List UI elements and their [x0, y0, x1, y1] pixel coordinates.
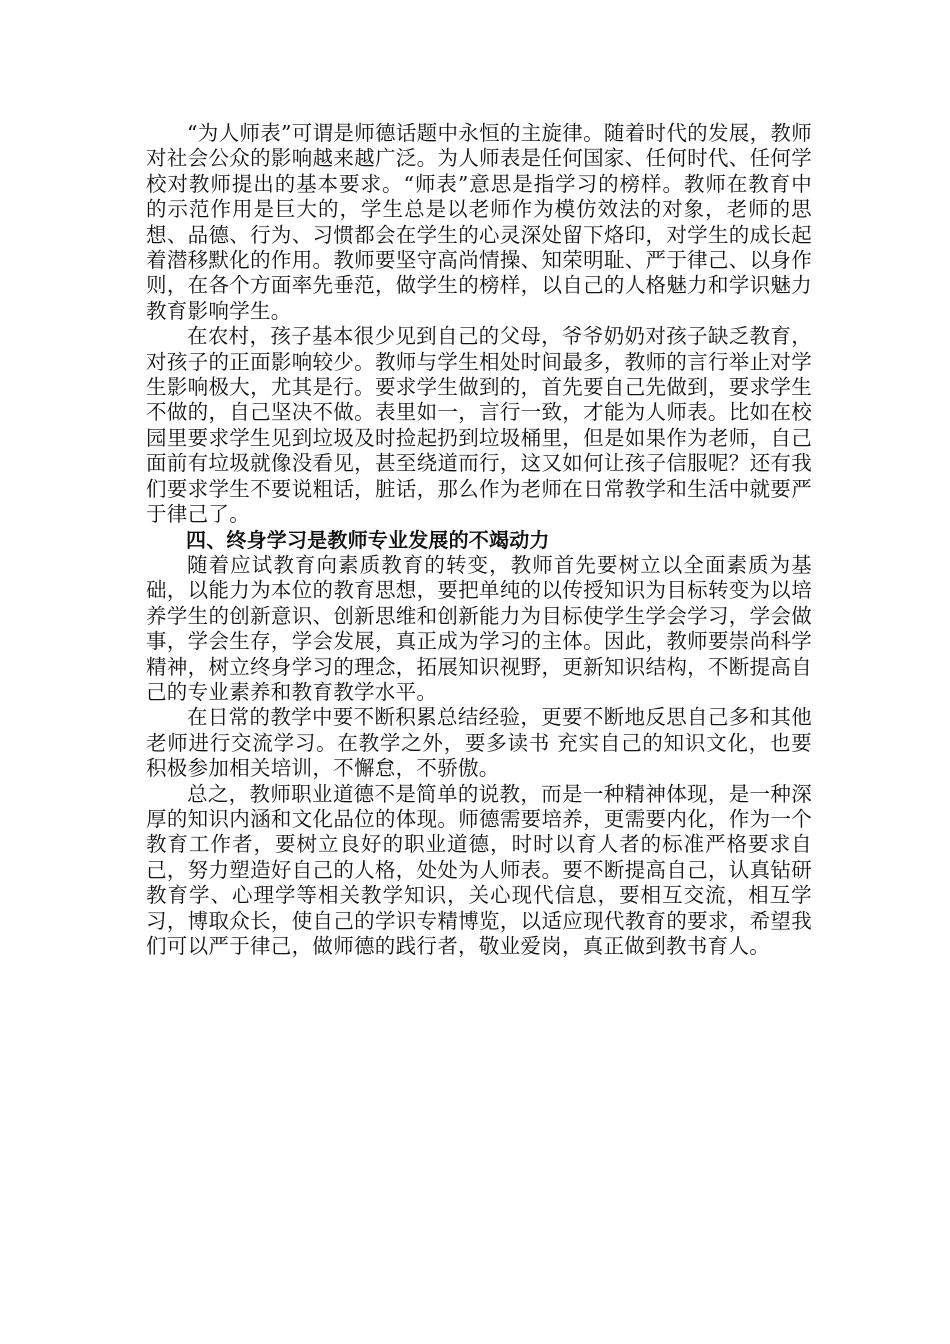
- paragraph-quality-education: 随着应试教育向素质教育的转变，教师首先要树立以全面素质为基础，以能力为本位的教育思想，要把单纯的以传授知识为目标转变为以培养学生的创新意识、创新思维和创新能力为目标使学生学会学习，学会做事，学会生存，学会发展，真正成为学习的主体。因此，教师要崇尚科学精神，树立终身学习的理念，拓展知识视野，更新知识结构，不断提高自己的专业素养和教育教学水平。: [146, 552, 812, 704]
- section-heading-lifelong-learning: 四、终身学习是教师专业发展的不竭动力: [186, 527, 550, 552]
- paragraph-role-model: “为人师表”可谓是师德话题中永恒的主旋律。随着时代的发展，教师对社会公众的影响越来越广泛。为人师表是任何国家、任何时代、任何学校对教师提出的基本要求。“师表”意思是指学习的榜样。教师在教育中的示范作用是巨大的，学生总是以老师作为模仿效法的对象，老师的思想、品德、行为、习惯都会在学生的心灵深处留下烙印，对学生的成长起着潜移默化的作用。教师要坚守高尚情操、知荣明耻、严于律己、以身作则，在各个方面率先垂范，做学生的榜样，以自己的人格魅力和学识魅力教育影响学生。: [146, 121, 812, 323]
- paragraph-conclusion: 总之，教师职业道德不是简单的说教，而是一种精神体现，是一种深厚的知识内涵和文化品位的体现。师德需要培养，更需要内化，作为一个教育工作者，要树立良好的职业道德，时时以育人者的标准严格要求自己，努力塑造好自己的人格，处处为人师表。要不断提高自己，认真钻研教育学、心理学等相关教学知识，关心现代信息，要相互交流，相互学习，博取众长，使自己的学识专精博览，以适应现代教育的要求，希望我们可以严于律己，做师德的践行者，敬业爱岗，真正做到教书育人。: [146, 781, 812, 958]
- paragraph-daily-teaching: 在日常的教学中要不断积累总结经验，更要不断地反思自己多和其他老师进行交流学习。在教学之外，要多读书 充实自己的知识文化，也要积极参加相关培训，不懈怠，不骄傲。: [146, 705, 812, 781]
- document-body: [146, 121, 812, 959]
- paragraph-rural-children: 在农村，孩子基本很少见到自己的父母，爷爷奶奶对孩子缺乏教育，对孩子的正面影响较少。教师与学生相处时间最多，教师的言行举止对学生影响极大，尤其是行。要求学生做到的，首先要自己先做到，要求学生不做的，自己坚决不做。表里如一，言行一致，才能为人师表。比如在校园里要求学生见到垃圾及时捡起扔到垃圾桶里，但是如果作为老师，自己面前有垃圾就像没看见，甚至绕道而行，这又如何让孩子信服呢？还有我们要求学生不要说粗话，脏话，那么作为老师在日常教学和生活中就要严于律己了。: [146, 324, 812, 527]
